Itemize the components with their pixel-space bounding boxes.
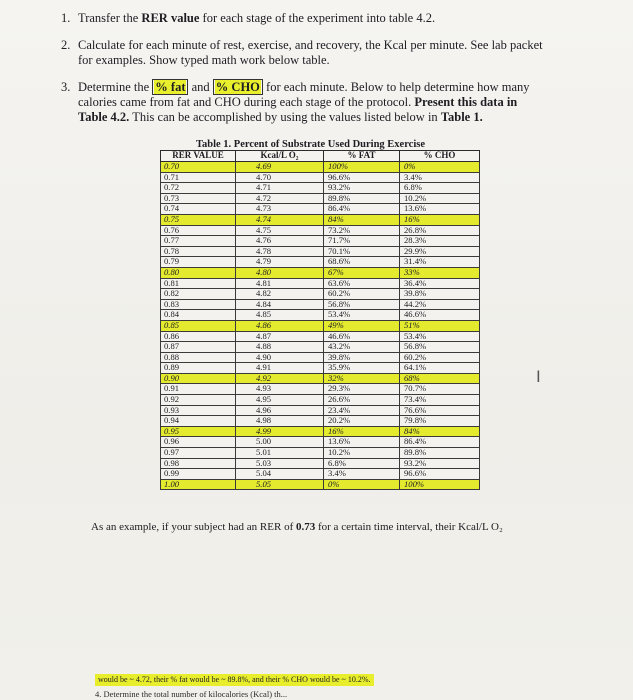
- table-caption: Table 1. Percent of Substrate Used During Exercise: [195, 139, 426, 150]
- cell-fat: 6.8%: [324, 458, 400, 469]
- cell-cho: 89.8%: [400, 448, 480, 459]
- cell-fat: 93.2%: [324, 183, 400, 194]
- cell-kcal: 4.76: [236, 236, 324, 247]
- item-text-bold: RER value: [141, 11, 200, 25]
- cell-cho: 76.6%: [400, 405, 480, 416]
- cell-kcal: 5.01: [236, 448, 324, 459]
- cell-fat: 49%: [324, 320, 400, 331]
- pct-cho-highlight: % CHO: [213, 79, 263, 95]
- cell-kcal: 4.88: [236, 342, 324, 353]
- table-row: [161, 278, 480, 289]
- cell-cho: 13.6%: [400, 204, 480, 215]
- cell-rer: 0.88: [161, 352, 236, 363]
- example-rer: 0.73: [295, 521, 316, 533]
- table-row: [161, 458, 480, 469]
- cell-fat: 46.6%: [324, 331, 400, 342]
- cell-cho: 86.4%: [400, 437, 480, 448]
- table-row: [161, 352, 480, 363]
- header-fat: % FAT: [324, 151, 400, 162]
- table-row: [161, 331, 480, 342]
- cell-cho: 6.8%: [400, 183, 480, 194]
- cell-rer: 0.75: [161, 214, 236, 225]
- cell-rer: 0.78: [161, 246, 236, 257]
- item-text-bold: Table 1.: [440, 110, 483, 124]
- cell-cho: 68%: [400, 373, 480, 384]
- cell-cho: 60.2%: [400, 352, 480, 363]
- cell-rer: 0.77: [161, 236, 236, 247]
- cell-cho: 70.7%: [400, 384, 480, 395]
- cell-cho: 36.4%: [400, 278, 480, 289]
- cell-fat: 96.6%: [324, 172, 400, 183]
- table-row: [161, 405, 480, 416]
- cell-rer: 0.70: [161, 162, 236, 173]
- cell-rer: 0.90: [161, 373, 236, 384]
- table-row: [161, 257, 480, 268]
- cell-kcal: 5.04: [236, 469, 324, 480]
- cell-kcal: 4.75: [236, 225, 324, 236]
- table-row: [161, 289, 480, 300]
- item-text: for each stage of the experiment into table 4.2.: [199, 11, 436, 25]
- example-continuation: would be ~ 4.72, their % fat would be ~ 89.8%, and their % CHO would be ~ 10.2%.: [95, 674, 374, 686]
- cell-rer: 0.72: [161, 183, 236, 194]
- cell-cho: 46.6%: [400, 310, 480, 321]
- cell-cho: 16%: [400, 214, 480, 225]
- cell-cho: 26.8%: [400, 225, 480, 236]
- cell-rer: 0.98: [161, 458, 236, 469]
- cell-fat: 3.4%: [324, 469, 400, 480]
- item-line: Calculate for each minute of rest, exercise, and recovery, the Kcal per minute. See lab packet: [78, 38, 543, 52]
- table-row: [161, 162, 480, 173]
- cell-kcal: 4.73: [236, 204, 324, 215]
- cell-cho: 56.8%: [400, 342, 480, 353]
- cell-kcal: 5.03: [236, 458, 324, 469]
- cell-cho: 79.8%: [400, 416, 480, 427]
- cell-rer: 0.94: [161, 416, 236, 427]
- item-text-bold: Present this data in: [411, 95, 518, 109]
- cell-cho: 29.9%: [400, 246, 480, 257]
- cell-rer: 0.79: [161, 257, 236, 268]
- cell-kcal: 4.87: [236, 331, 324, 342]
- cell-rer: 0.97: [161, 448, 236, 459]
- cell-rer: 0.96: [161, 437, 236, 448]
- cell-rer: 0.91: [161, 384, 236, 395]
- cell-kcal: 4.80: [236, 267, 324, 278]
- cell-kcal: 4.74: [236, 214, 324, 225]
- text-cursor-icon: I: [536, 367, 541, 386]
- cell-kcal: 4.81: [236, 278, 324, 289]
- cell-rer: 0.92: [161, 395, 236, 406]
- cell-rer: 0.99: [161, 469, 236, 480]
- cell-kcal: 4.85: [236, 310, 324, 321]
- header-kcal: Kcal/L O₂: [236, 151, 324, 162]
- cell-kcal: 4.86: [236, 320, 324, 331]
- cell-fat: 60.2%: [324, 289, 400, 300]
- table-row: [161, 299, 480, 310]
- substrate-table: [160, 150, 480, 490]
- table-row: [161, 426, 480, 437]
- table-row: [161, 437, 480, 448]
- header-rer: RER VALUE: [161, 151, 236, 162]
- cell-cho: 44.2%: [400, 299, 480, 310]
- cell-rer: 0.86: [161, 331, 236, 342]
- cell-fat: 32%: [324, 373, 400, 384]
- cell-kcal: 4.72: [236, 193, 324, 204]
- cell-kcal: 4.95: [236, 395, 324, 406]
- item-number: 1.: [61, 11, 71, 25]
- cell-kcal: 4.92: [236, 373, 324, 384]
- item-number: 2.: [61, 38, 71, 52]
- cell-rer: 0.84: [161, 310, 236, 321]
- cell-fat: 20.2%: [324, 416, 400, 427]
- cell-fat: 67%: [324, 267, 400, 278]
- cell-cho: 3.4%: [400, 172, 480, 183]
- cell-fat: 35.9%: [324, 363, 400, 374]
- instruction-4-partial: 4. Determine the total number of kilocalories (Kcal) th...: [95, 689, 288, 699]
- cell-fat: 56.8%: [324, 299, 400, 310]
- cell-rer: 0.83: [161, 299, 236, 310]
- item-text-bold: Table 4.2.: [78, 110, 130, 124]
- cell-fat: 10.2%: [324, 448, 400, 459]
- cell-fat: 39.8%: [324, 352, 400, 363]
- cell-kcal: 4.98: [236, 416, 324, 427]
- cell-kcal: 4.69: [236, 162, 324, 173]
- cell-fat: 84%: [324, 214, 400, 225]
- table-row: [161, 193, 480, 204]
- cell-cho: 28.3%: [400, 236, 480, 247]
- header-cho: % CHO: [400, 151, 480, 162]
- cell-fat: 100%: [324, 162, 400, 173]
- cell-fat: 13.6%: [324, 437, 400, 448]
- table-row: [161, 373, 480, 384]
- example-text: [91, 521, 503, 534]
- pct-fat-highlight: % fat: [152, 79, 188, 95]
- cell-rer: 0.71: [161, 172, 236, 183]
- cell-fat: 89.8%: [324, 193, 400, 204]
- cell-kcal: 5.05: [236, 479, 324, 490]
- table-row: [161, 310, 480, 321]
- table-row: [161, 183, 480, 194]
- cell-cho: 53.4%: [400, 331, 480, 342]
- table-row: [161, 395, 480, 406]
- table-row: [161, 320, 480, 331]
- cell-fat: 16%: [324, 426, 400, 437]
- cell-fat: 73.2%: [324, 225, 400, 236]
- item-text: Determine the: [78, 80, 153, 94]
- table-row: [161, 363, 480, 374]
- table-row: [161, 172, 480, 183]
- cell-kcal: 4.78: [236, 246, 324, 257]
- cell-rer: 0.85: [161, 320, 236, 331]
- cell-kcal: 4.79: [236, 257, 324, 268]
- item-text: and: [188, 80, 213, 94]
- cell-rer: 0.93: [161, 405, 236, 416]
- item-text: for each minute. Below to help determine how many: [262, 80, 530, 94]
- cell-rer: 0.73: [161, 193, 236, 204]
- cell-kcal: 5.00: [236, 437, 324, 448]
- cell-fat: 63.6%: [324, 278, 400, 289]
- cell-rer: 1.00: [161, 479, 236, 490]
- cell-cho: 64.1%: [400, 363, 480, 374]
- cell-kcal: 4.99: [236, 426, 324, 437]
- item-text: Transfer the: [78, 11, 142, 25]
- table-row: [161, 246, 480, 257]
- cell-cho: 100%: [400, 479, 480, 490]
- cell-fat: 70.1%: [324, 246, 400, 257]
- item-line: for examples. Show typed math work below table.: [78, 53, 330, 67]
- table-row: [161, 204, 480, 215]
- cell-cho: 73.4%: [400, 395, 480, 406]
- cell-fat: 43.2%: [324, 342, 400, 353]
- cell-fat: 53.4%: [324, 310, 400, 321]
- cell-rer: 0.82: [161, 289, 236, 300]
- table-row: [161, 225, 480, 236]
- cell-kcal: 4.82: [236, 289, 324, 300]
- item-number: 3.: [61, 80, 71, 94]
- cell-kcal: 4.90: [236, 352, 324, 363]
- cell-cho: 93.2%: [400, 458, 480, 469]
- item-text: calories came from fat and CHO during each stage of the protocol.: [78, 95, 412, 109]
- cell-rer: 0.80: [161, 267, 236, 278]
- cell-fat: 26.6%: [324, 395, 400, 406]
- table-row: [161, 214, 480, 225]
- cell-kcal: 4.84: [236, 299, 324, 310]
- cell-fat: 29.3%: [324, 384, 400, 395]
- item-text: This can be accomplished by using the values listed below in: [129, 110, 441, 124]
- cell-cho: 84%: [400, 426, 480, 437]
- cell-fat: 68.6%: [324, 257, 400, 268]
- cell-cho: 10.2%: [400, 193, 480, 204]
- cell-rer: 0.95: [161, 426, 236, 437]
- example-prefix: As an example, if your subject had an RER of: [91, 521, 296, 533]
- example-suffix: for a certain time interval, their Kcal/L O₂: [315, 521, 503, 533]
- table-row: [161, 384, 480, 395]
- table-row: [161, 448, 480, 459]
- cell-cho: 39.8%: [400, 289, 480, 300]
- table-header-row: [161, 151, 480, 162]
- cell-rer: 0.76: [161, 225, 236, 236]
- cell-kcal: 4.91: [236, 363, 324, 374]
- table-row: [161, 236, 480, 247]
- cell-cho: 0%: [400, 162, 480, 173]
- cell-kcal: 4.70: [236, 172, 324, 183]
- cell-cho: 51%: [400, 320, 480, 331]
- table-row: [161, 416, 480, 427]
- cell-fat: 23.4%: [324, 405, 400, 416]
- cell-fat: 0%: [324, 479, 400, 490]
- cell-rer: 0.74: [161, 204, 236, 215]
- cell-cho: 96.6%: [400, 469, 480, 480]
- cell-cho: 31.4%: [400, 257, 480, 268]
- table-row: [161, 469, 480, 480]
- cell-fat: 86.4%: [324, 204, 400, 215]
- table-row: [161, 479, 480, 490]
- table-row: [161, 267, 480, 278]
- cell-kcal: 4.71: [236, 183, 324, 194]
- cell-fat: 71.7%: [324, 236, 400, 247]
- cell-cho: 33%: [400, 267, 480, 278]
- table-row: [161, 342, 480, 353]
- cell-kcal: 4.93: [236, 384, 324, 395]
- cell-rer: 0.81: [161, 278, 236, 289]
- cell-rer: 0.89: [161, 363, 236, 374]
- cell-rer: 0.87: [161, 342, 236, 353]
- cell-kcal: 4.96: [236, 405, 324, 416]
